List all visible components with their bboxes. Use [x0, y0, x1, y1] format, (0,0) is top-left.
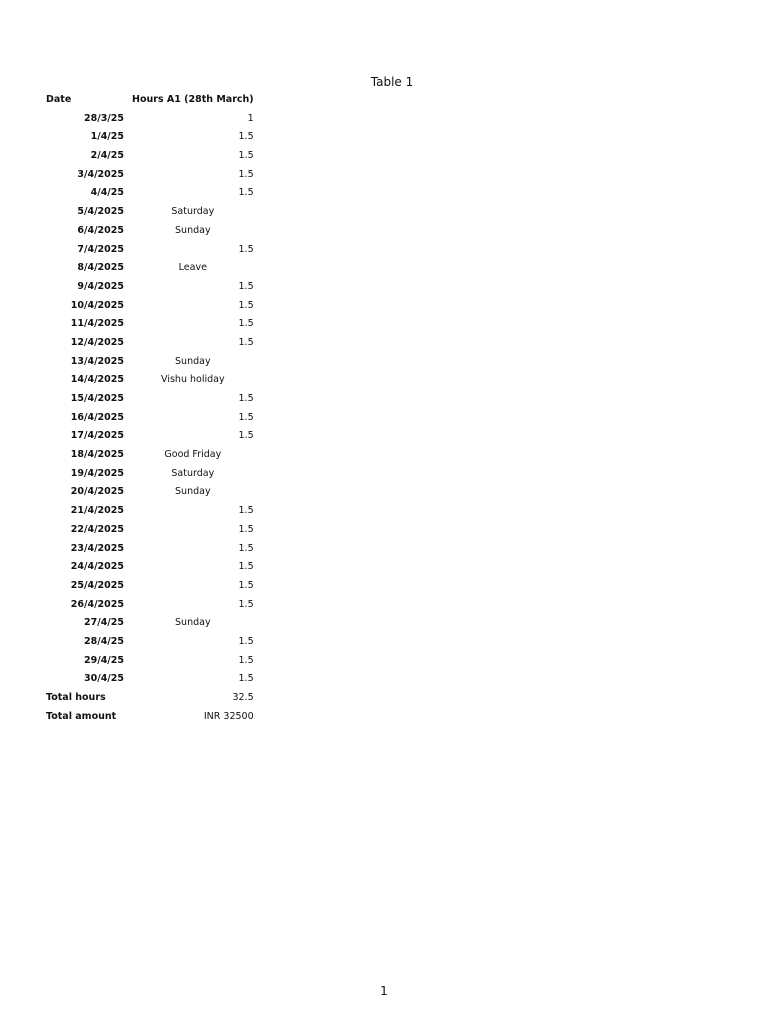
hours-cell: 1.5 [238, 561, 254, 573]
table-row [42, 371, 258, 390]
table-row [42, 427, 258, 446]
date-cell: 26/4/2025 [70, 598, 124, 610]
table-row [42, 184, 258, 203]
table-row [42, 297, 258, 316]
table-row [42, 577, 258, 596]
hours-cell: 1.5 [238, 505, 254, 517]
date-cell: 11/4/2025 [70, 318, 124, 330]
table-row [42, 147, 258, 166]
table-row [42, 409, 258, 428]
table-row [42, 166, 258, 185]
table-row [42, 222, 258, 241]
total-label: Total amount [46, 710, 117, 722]
table-row [42, 483, 258, 502]
date-cell: 2/4/25 [90, 150, 124, 162]
note-cell: Saturday [171, 206, 215, 218]
table-row [42, 540, 258, 559]
date-cell: 18/4/2025 [70, 449, 124, 461]
table-row [42, 596, 258, 615]
note-cell: Saturday [171, 467, 215, 479]
date-cell: 15/4/2025 [70, 393, 124, 404]
date-cell: 5/4/2025 [77, 206, 124, 218]
date-cell: 24/4/2025 [70, 561, 124, 573]
hours-cell: 1.5 [238, 318, 254, 330]
date-cell: 30/4/25 [84, 673, 124, 685]
hours-cell: 1.5 [238, 430, 254, 442]
date-cell: 8/4/2025 [77, 262, 124, 274]
total-row [42, 708, 258, 727]
date-cell: 28/4/25 [84, 635, 124, 647]
total-value: INR 32500 [203, 710, 254, 722]
table-row [42, 128, 258, 147]
date-cell: 22/4/2025 [70, 523, 124, 535]
date-cell: 29/4/25 [84, 654, 124, 666]
table-row [42, 315, 258, 334]
hours-cell: 1 [247, 112, 254, 124]
date-cell: 7/4/2025 [77, 243, 124, 255]
date-cell: 17/4/2025 [70, 430, 124, 442]
hours-cell: 1.5 [238, 542, 254, 554]
hours-cell: 1.5 [238, 393, 254, 404]
table-row [42, 203, 258, 222]
hours-cell: 1.5 [238, 187, 254, 199]
hours-cell: 1.5 [238, 579, 254, 591]
note-cell: Leave [178, 262, 207, 274]
date-cell: 27/4/25 [84, 617, 124, 629]
hours-cell: 1.5 [238, 654, 254, 666]
hours-cell: 1.5 [238, 150, 254, 162]
hours-cell: 1.5 [238, 299, 254, 311]
hours-cell: 1.5 [238, 280, 254, 292]
table-row [42, 241, 258, 260]
hours-cell: 1.5 [238, 598, 254, 610]
note-cell: Sunday [175, 224, 211, 236]
date-cell: 10/4/2025 [70, 299, 124, 311]
table-row [42, 465, 258, 484]
hours-cell: 1.5 [238, 411, 254, 423]
note-cell: Sunday [175, 355, 211, 367]
hours-cell: 1.5 [238, 131, 254, 143]
table-row [42, 614, 258, 633]
table-row [42, 334, 258, 353]
table-row [42, 390, 258, 409]
table-row [42, 502, 258, 521]
date-cell: 14/4/2025 [70, 374, 124, 386]
hours-cell: 1.5 [238, 673, 254, 685]
table-row [42, 278, 258, 297]
date-cell: 12/4/2025 [70, 336, 124, 348]
note-cell: Good Friday [164, 449, 222, 461]
total-value: 32.5 [232, 692, 254, 703]
hours-cell: 1.5 [238, 635, 254, 647]
table-row [42, 521, 258, 540]
table-row [42, 652, 258, 671]
date-cell: 19/4/2025 [70, 467, 124, 479]
date-cell: 13/4/2025 [70, 355, 124, 367]
column-header-hours: Hours A1 (28th March) [132, 94, 254, 105]
table-row [42, 110, 258, 129]
hours-cell: 1.5 [238, 168, 254, 180]
note-cell: Sunday [175, 486, 211, 498]
table-row [42, 633, 258, 652]
table-row [42, 558, 258, 577]
hours-cell: 1.5 [238, 243, 254, 255]
column-header-date: Date [46, 94, 72, 105]
date-cell: 1/4/25 [90, 131, 124, 143]
hours-cell: 1.5 [238, 523, 254, 535]
table-row [42, 670, 258, 689]
total-row [42, 689, 258, 708]
date-cell: 16/4/2025 [70, 411, 124, 423]
note-cell: Sunday [175, 617, 211, 629]
table-title: Table 1 [370, 75, 414, 89]
page-number: 1 [380, 984, 388, 998]
date-cell: 20/4/2025 [70, 486, 124, 498]
date-cell: 21/4/2025 [70, 505, 124, 517]
date-cell: 9/4/2025 [77, 280, 124, 292]
date-cell: 25/4/2025 [70, 579, 124, 591]
date-cell: 6/4/2025 [77, 224, 124, 236]
timesheet-table [42, 91, 258, 726]
total-label: Total hours [46, 692, 106, 703]
note-cell: Vishu holiday [161, 374, 225, 386]
table-row [42, 446, 258, 465]
table-header-row [42, 91, 258, 110]
date-cell: 4/4/25 [90, 187, 124, 199]
date-cell: 28/3/25 [84, 112, 124, 124]
hours-cell: 1.5 [238, 336, 254, 348]
table-row [42, 353, 258, 372]
date-cell: 3/4/2025 [77, 168, 124, 180]
table-row [42, 259, 258, 278]
date-cell: 23/4/2025 [70, 542, 124, 554]
